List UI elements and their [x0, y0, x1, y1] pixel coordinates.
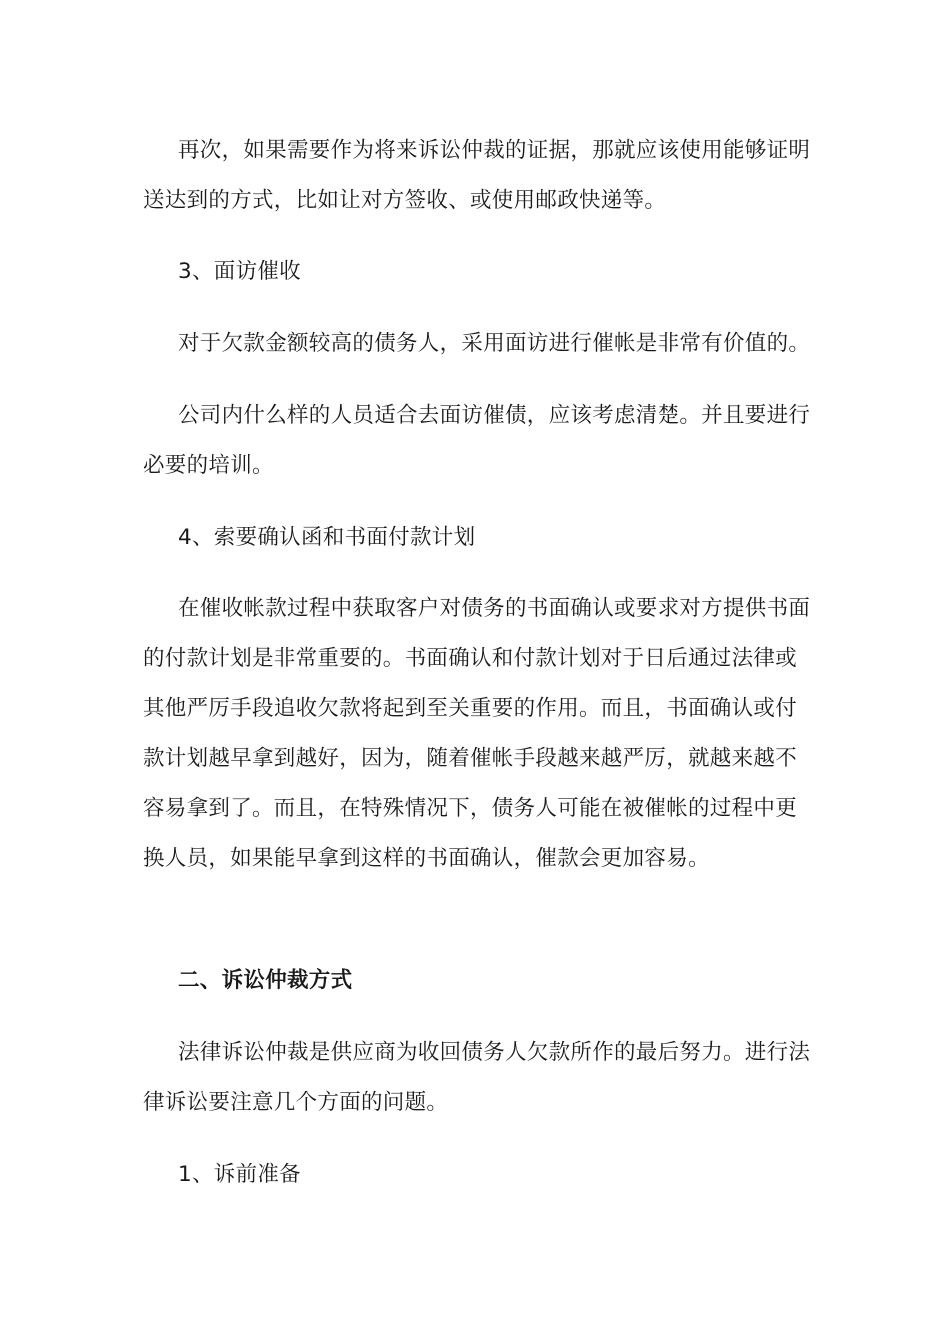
section-heading-litigation: 二、诉讼仲裁方式 — [178, 968, 353, 993]
section-heading-pre-litigation: 1、诉前准备 — [178, 1162, 301, 1187]
section-heading-confirmation-letter: 4、索要确认函和书面付款计划 — [178, 525, 476, 550]
paragraph-delivery-proof: 再次，如果需要作为将来诉讼仲裁的证据，那就应该使用能够证明送达到的方式，比如让对方签收、或使用邮政快递等。 — [143, 138, 811, 213]
paragraph-litigation-intro: 法律诉讼仲裁是供应商为收回债务人欠款所作的最后努力。进行法律诉讼要注意几个方面的问题。 — [143, 1040, 811, 1115]
paragraph-written-confirmation: 在催收帐款过程中获取客户对债务的书面确认或要求对方提供书面的付款计划是非常重要的。书面确认和付款计划对于日后通过法律或其他严厉手段追收欠款将起到至关重要的作用。而且，书面确认或付款计划越早拿到越好，因为，随着催帐手段越来越严厉，就越来越不容易拿到了。而且，在特殊情况下，债务人可能在被催帐的过程中更换人员，如果能早拿到这样的书面确认，催款会更加容易。 — [143, 596, 811, 871]
section-heading-visit-collection: 3、面访催收 — [178, 259, 301, 284]
paragraph-high-value-debtors: 对于欠款金额较高的债务人，采用面访进行催帐是非常有价值的。 — [178, 331, 811, 356]
paragraph-staff-training: 公司内什么样的人员适合去面访催债，应该考虑清楚。并且要进行必要的培训。 — [143, 403, 811, 478]
